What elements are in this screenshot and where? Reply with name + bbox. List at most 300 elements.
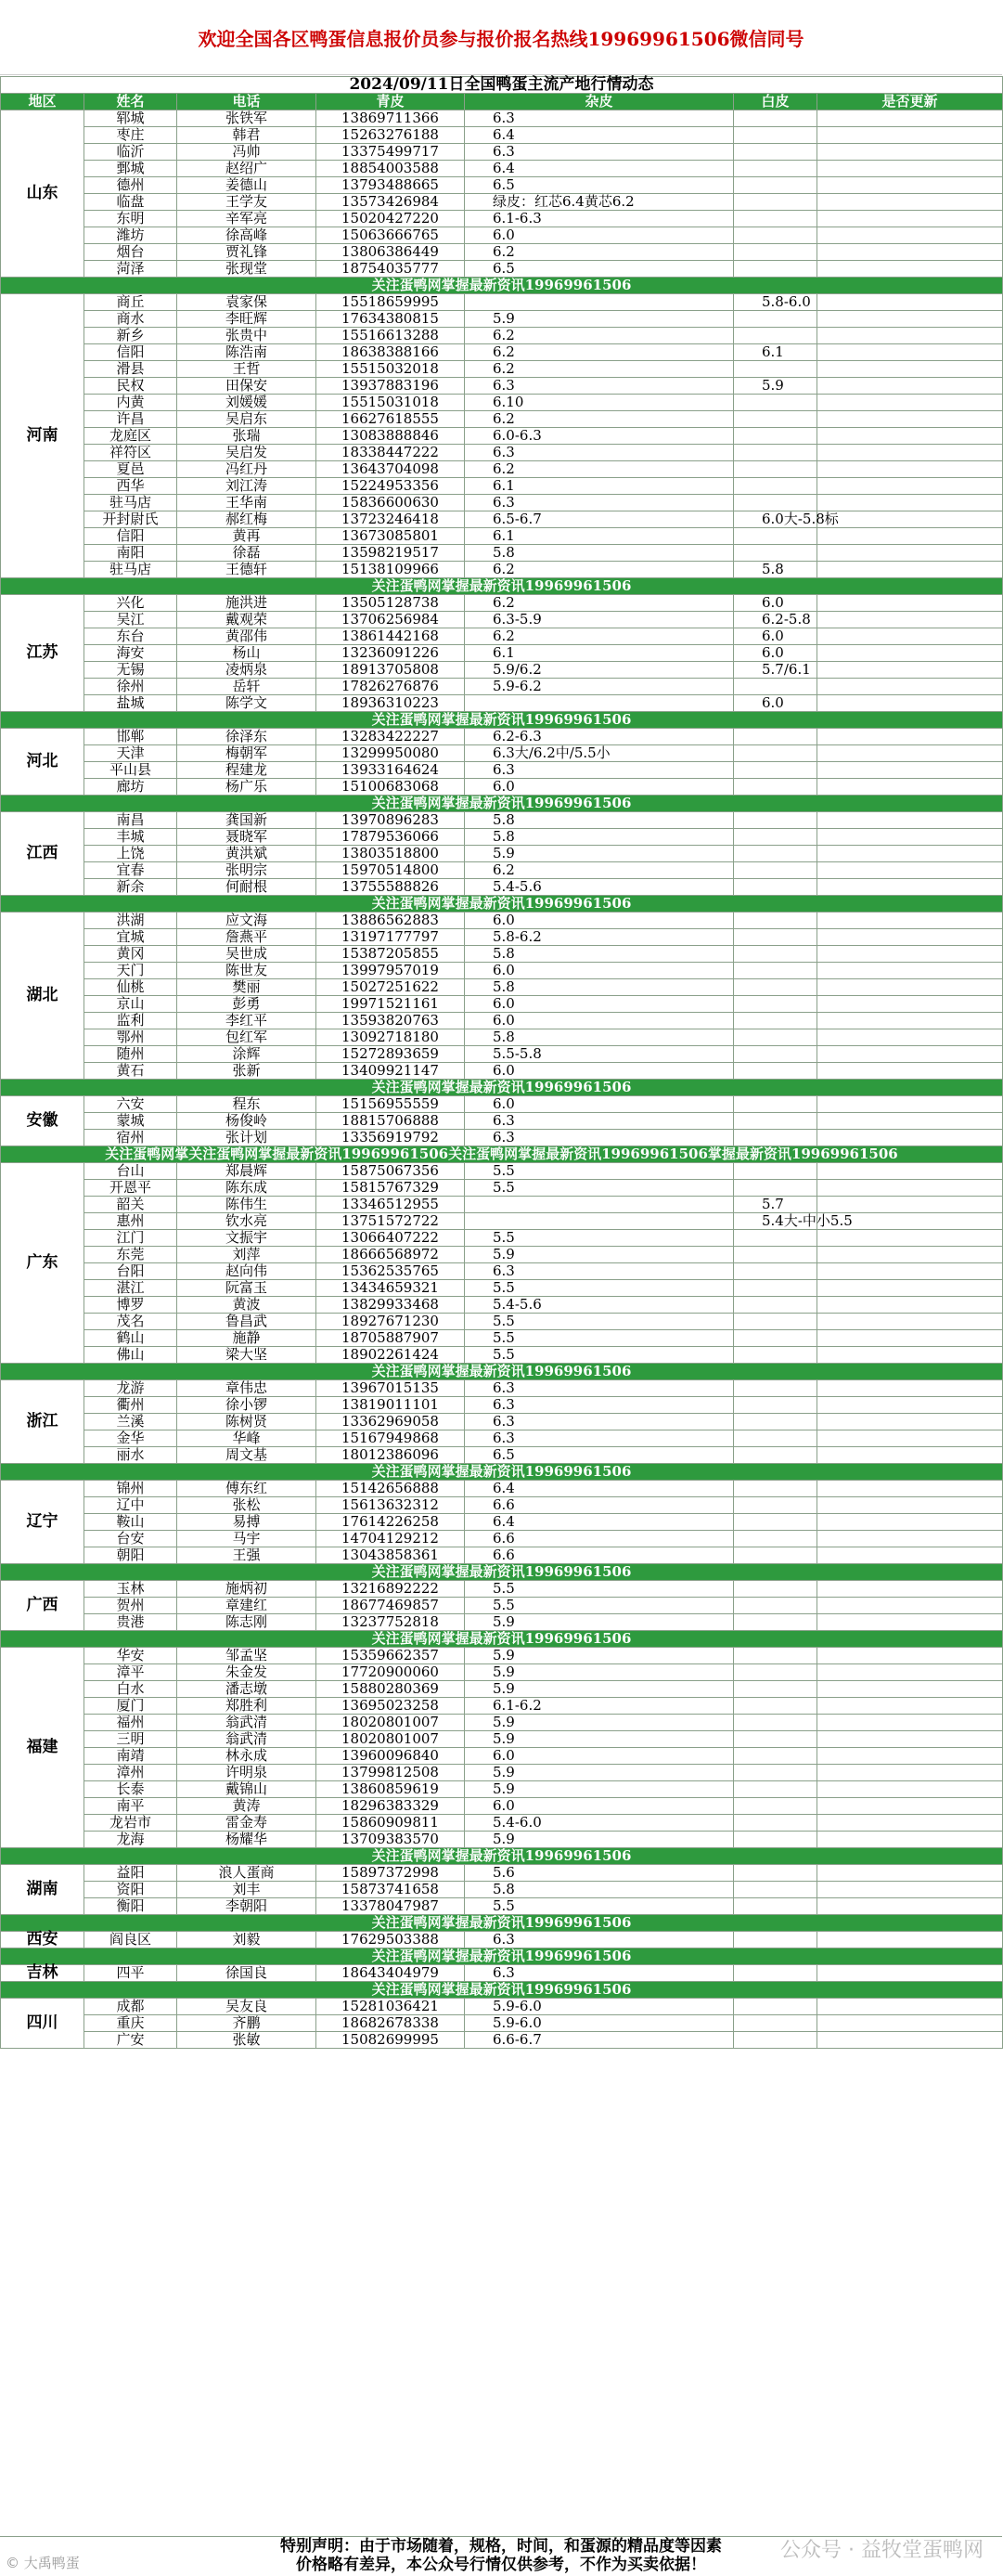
table-row	[1, 1932, 1003, 1948]
contact-name-cell: 彭勇	[177, 996, 316, 1013]
price-table	[0, 76, 1003, 2049]
phone-cell: 13593820763	[316, 1013, 465, 1029]
baipi-price-cell	[817, 2032, 1003, 2049]
table-row	[1, 979, 1003, 996]
contact-name-cell: 杨耀华	[177, 1832, 316, 1848]
baipi-price-cell	[817, 829, 1003, 846]
baipi-price-cell	[817, 1815, 1003, 1832]
zapi-price-cell	[734, 127, 817, 144]
baipi-price-cell	[817, 1263, 1003, 1280]
city-cell: 台阳	[84, 1263, 177, 1280]
city-cell: 京山	[84, 996, 177, 1013]
city-cell: 无锡	[84, 662, 177, 679]
zapi-price-cell	[734, 311, 817, 328]
contact-name-cell: 聂晓军	[177, 829, 316, 846]
zapi-price-cell	[734, 1748, 817, 1765]
table-row	[1, 929, 1003, 946]
qingpi-price-cell: 6.0	[465, 1063, 734, 1080]
city-cell: 龙岩市	[84, 1815, 177, 1832]
contact-name-cell: 吴友良	[177, 1999, 316, 2015]
phone-cell: 13434659321	[316, 1280, 465, 1297]
table-row	[1, 1330, 1003, 1347]
zapi-price-cell: 5.4大-中小5.5	[734, 1213, 817, 1230]
phone-cell: 13283422227	[316, 729, 465, 745]
contact-name-cell: 周文基	[177, 1447, 316, 1464]
zapi-price-cell	[734, 1531, 817, 1547]
phone-cell: 17629503388	[316, 1932, 465, 1948]
qingpi-price-cell: 5.4-6.0	[465, 1815, 734, 1832]
contact-name-cell: 王哲	[177, 361, 316, 378]
header-banner	[0, 0, 1002, 75]
zapi-price-cell	[734, 812, 817, 829]
province-cell: 四川	[1, 1999, 84, 2049]
baipi-price-cell	[817, 1547, 1003, 1564]
city-cell: 上饶	[84, 846, 177, 862]
phone-cell: 15359662357	[316, 1648, 465, 1664]
table-row	[1, 1213, 1003, 1230]
zapi-price-cell	[734, 1280, 817, 1297]
contact-name-cell: 杨广乐	[177, 779, 316, 796]
qingpi-price-cell: 5.5	[465, 1314, 734, 1330]
contact-name-cell: 许明泉	[177, 1765, 316, 1781]
city-cell: 益阳	[84, 1865, 177, 1882]
table-row	[1, 244, 1003, 261]
city-cell: 惠州	[84, 1213, 177, 1230]
zapi-price-cell	[734, 1882, 817, 1898]
contact-name-cell: 陈学文	[177, 695, 316, 712]
city-cell: 台山	[84, 1163, 177, 1180]
phone-cell: 15387205855	[316, 946, 465, 963]
promo-banner-row	[1, 1364, 1003, 1380]
city-cell: 辽中	[84, 1497, 177, 1514]
qingpi-price-cell: 6.1-6.2	[465, 1698, 734, 1715]
city-cell: 玉林	[84, 1581, 177, 1598]
table-row	[1, 1314, 1003, 1330]
zapi-price-cell	[734, 929, 817, 946]
table-row	[1, 1029, 1003, 1046]
zapi-price-cell	[734, 1664, 817, 1681]
zapi-price-cell	[734, 161, 817, 177]
zapi-price-cell	[734, 1180, 817, 1197]
province-cell: 河南	[1, 294, 84, 578]
table-row	[1, 1547, 1003, 1564]
contact-name-cell: 李旺辉	[177, 311, 316, 328]
promo-banner-row	[1, 1146, 1003, 1163]
phone-cell: 18338447222	[316, 445, 465, 461]
zapi-price-cell	[734, 1815, 817, 1832]
phone-cell: 13937883196	[316, 378, 465, 395]
qingpi-price-cell: 绿皮：红芯6.4黄芯6.2	[465, 194, 734, 211]
promo-banner-row	[1, 796, 1003, 812]
phone-cell: 18012386096	[316, 1447, 465, 1464]
zapi-price-cell	[734, 1013, 817, 1029]
qingpi-price-cell: 6.0	[465, 1096, 734, 1113]
column-header: 青皮	[316, 94, 465, 110]
contact-name-cell: 郑胜利	[177, 1698, 316, 1715]
city-cell: 开封尉氏	[84, 511, 177, 528]
table-row	[1, 311, 1003, 328]
table-row	[1, 628, 1003, 645]
baipi-price-cell	[817, 679, 1003, 695]
qingpi-price-cell: 5.9	[465, 1781, 734, 1798]
table-row	[1, 194, 1003, 211]
table-row	[1, 1013, 1003, 1029]
phone-cell: 13505128738	[316, 595, 465, 612]
baipi-price-cell	[817, 1096, 1003, 1113]
qingpi-price-cell: 6.0	[465, 913, 734, 929]
city-cell: 驻马店	[84, 562, 177, 578]
qingpi-price-cell: 6.1	[465, 645, 734, 662]
province-cell: 吉林	[1, 1965, 84, 1982]
zapi-price-cell	[734, 2032, 817, 2049]
phone-cell: 13706256984	[316, 612, 465, 628]
city-cell: 三明	[84, 1731, 177, 1748]
zapi-price-cell	[734, 361, 817, 378]
baipi-price-cell	[817, 979, 1003, 996]
city-cell: 商丘	[84, 294, 177, 311]
phone-cell: 15880280369	[316, 1681, 465, 1698]
contact-name-cell: 郝红梅	[177, 511, 316, 528]
zapi-price-cell	[734, 1932, 817, 1948]
qingpi-price-cell: 6.2	[465, 862, 734, 879]
column-header: 杂皮	[465, 94, 734, 110]
qingpi-price-cell: 5.5-5.8	[465, 1046, 734, 1063]
city-cell: 南平	[84, 1798, 177, 1815]
phone-cell: 17720900060	[316, 1664, 465, 1681]
city-cell: 吴江	[84, 612, 177, 628]
zapi-price-cell	[734, 411, 817, 428]
qingpi-price-cell: 5.9-6.2	[465, 679, 734, 695]
baipi-price-cell	[817, 1029, 1003, 1046]
zapi-price-cell: 6.1	[734, 344, 817, 361]
table-row	[1, 261, 1003, 278]
qingpi-price-cell: 5.9	[465, 1715, 734, 1731]
contact-name-cell: 徐磊	[177, 545, 316, 562]
qingpi-price-cell: 6.3	[465, 1113, 734, 1130]
zapi-price-cell: 5.7	[734, 1197, 817, 1213]
contact-name-cell: 赵绍广	[177, 161, 316, 177]
phone-cell: 13643704098	[316, 461, 465, 478]
promo-banner: 关注蛋鸭网掌握最新资讯19969961506	[1, 1915, 1003, 1932]
contact-name-cell: 李红平	[177, 1013, 316, 1029]
contact-name-cell: 华峰	[177, 1430, 316, 1447]
phone-cell: 13709383570	[316, 1832, 465, 1848]
phone-cell: 13970896283	[316, 812, 465, 829]
phone-cell: 15272893659	[316, 1046, 465, 1063]
baipi-price-cell	[817, 862, 1003, 879]
zapi-price-cell	[734, 946, 817, 963]
phone-cell: 13375499717	[316, 144, 465, 161]
zapi-price-cell	[734, 1731, 817, 1748]
qingpi-price-cell: 5.5	[465, 1163, 734, 1180]
city-cell: 鹤山	[84, 1330, 177, 1347]
phone-cell: 13967015135	[316, 1380, 465, 1397]
qingpi-price-cell: 6.5	[465, 261, 734, 278]
table-header-row	[1, 94, 1003, 110]
qingpi-price-cell: 5.5	[465, 1598, 734, 1614]
zapi-price-cell	[734, 996, 817, 1013]
table-row	[1, 562, 1003, 578]
province-cell: 西安	[1, 1932, 84, 1948]
zapi-price-cell	[734, 1447, 817, 1464]
disclaimer-line-2: 价格略有差异，本公众号行情仅供参考，不作为买卖依据！	[296, 2556, 706, 2574]
table-row	[1, 1481, 1003, 1497]
phone-cell: 13723246418	[316, 511, 465, 528]
phone-cell: 15063666765	[316, 227, 465, 244]
qingpi-price-cell	[465, 1197, 734, 1213]
zapi-price-cell	[734, 729, 817, 745]
phone-cell: 15873741658	[316, 1882, 465, 1898]
table-row	[1, 996, 1003, 1013]
phone-cell: 17614226258	[316, 1514, 465, 1531]
table-title: 2024/09/11日全国鸭蛋主流产地行情动态	[1, 77, 1003, 94]
city-cell: 天津	[84, 745, 177, 762]
table-row	[1, 161, 1003, 177]
city-cell: 许昌	[84, 411, 177, 428]
baipi-price-cell	[817, 261, 1003, 278]
baipi-price-cell	[817, 929, 1003, 946]
contact-name-cell: 王强	[177, 1547, 316, 1564]
phone-cell: 13598219517	[316, 545, 465, 562]
city-cell: 宜春	[84, 862, 177, 879]
table-row	[1, 1832, 1003, 1848]
promo-banner: 关注蛋鸭网掌关注蛋鸭网掌握最新资讯19969961506关注蛋鸭网掌握最新资讯19969961506掌握最新资讯19969961506	[1, 1146, 1003, 1163]
phone-cell: 15613632312	[316, 1497, 465, 1514]
contact-name-cell: 梅朝军	[177, 745, 316, 762]
city-cell: 郓城	[84, 110, 177, 127]
zapi-price-cell	[734, 395, 817, 411]
qingpi-price-cell: 5.9-6.0	[465, 2015, 734, 2032]
contact-name-cell: 傅东红	[177, 1481, 316, 1497]
city-cell: 韶关	[84, 1197, 177, 1213]
phone-cell: 13673085801	[316, 528, 465, 545]
contact-name-cell: 韩君	[177, 127, 316, 144]
city-cell: 平山县	[84, 762, 177, 779]
city-cell: 鄄城	[84, 161, 177, 177]
table-row	[1, 1247, 1003, 1263]
city-cell: 信阳	[84, 528, 177, 545]
city-cell: 漳州	[84, 1765, 177, 1781]
contact-name-cell: 袁家保	[177, 294, 316, 311]
zapi-price-cell	[734, 1898, 817, 1915]
footer-disclaimer	[0, 2536, 1002, 2576]
phone-cell: 15281036421	[316, 1999, 465, 2015]
table-row	[1, 779, 1003, 796]
qingpi-price-cell: 6.3	[465, 144, 734, 161]
contact-name-cell: 程东	[177, 1096, 316, 1113]
baipi-price-cell	[817, 1197, 1003, 1213]
qingpi-price-cell: 6.2	[465, 595, 734, 612]
zapi-price-cell	[734, 963, 817, 979]
zapi-price-cell	[734, 1096, 817, 1113]
qingpi-price-cell: 6.3	[465, 1430, 734, 1447]
qingpi-price-cell: 5.4-5.6	[465, 879, 734, 896]
phone-cell: 18815706888	[316, 1113, 465, 1130]
contact-name-cell: 雷金寿	[177, 1815, 316, 1832]
qingpi-price-cell: 5.8	[465, 1882, 734, 1898]
baipi-price-cell	[817, 144, 1003, 161]
table-row	[1, 411, 1003, 428]
contact-name-cell: 黄涛	[177, 1798, 316, 1815]
zapi-price-cell	[734, 261, 817, 278]
qingpi-price-cell: 5.9	[465, 1681, 734, 1698]
city-cell: 台安	[84, 1531, 177, 1547]
contact-name-cell: 龚国新	[177, 812, 316, 829]
zapi-price-cell	[734, 1781, 817, 1798]
contact-name-cell: 章伟忠	[177, 1380, 316, 1397]
table-row	[1, 879, 1003, 896]
table-row	[1, 361, 1003, 378]
city-cell: 天门	[84, 963, 177, 979]
baipi-price-cell	[817, 812, 1003, 829]
promo-banner: 关注蛋鸭网掌握最新资讯19969961506	[1, 1631, 1003, 1648]
city-cell: 衢州	[84, 1397, 177, 1414]
contact-name-cell: 刘萍	[177, 1247, 316, 1263]
zapi-price-cell	[734, 1430, 817, 1447]
table-row	[1, 1681, 1003, 1698]
zapi-price-cell	[734, 1715, 817, 1731]
contact-name-cell: 詹燕平	[177, 929, 316, 946]
baipi-price-cell	[817, 528, 1003, 545]
table-row	[1, 913, 1003, 929]
city-cell: 随州	[84, 1046, 177, 1063]
zapi-price-cell	[734, 211, 817, 227]
baipi-price-cell	[817, 511, 1003, 528]
phone-cell: 15897372998	[316, 1865, 465, 1882]
city-cell: 廊坊	[84, 779, 177, 796]
table-row	[1, 1815, 1003, 1832]
phone-cell: 15020427220	[316, 211, 465, 227]
city-cell: 仙桃	[84, 979, 177, 996]
baipi-price-cell	[817, 779, 1003, 796]
baipi-price-cell	[817, 1664, 1003, 1681]
zapi-price-cell: 5.8	[734, 562, 817, 578]
baipi-price-cell	[817, 495, 1003, 511]
table-row	[1, 695, 1003, 712]
phone-cell: 15515032018	[316, 361, 465, 378]
baipi-price-cell	[817, 1882, 1003, 1898]
qingpi-price-cell: 5.9	[465, 1614, 734, 1631]
zapi-price-cell	[734, 461, 817, 478]
city-cell: 江门	[84, 1230, 177, 1247]
province-cell: 浙江	[1, 1380, 84, 1464]
phone-cell: 13861442168	[316, 628, 465, 645]
table-row	[1, 1664, 1003, 1681]
phone-cell: 18854003588	[316, 161, 465, 177]
qingpi-price-cell: 6.2	[465, 244, 734, 261]
table-row	[1, 1798, 1003, 1815]
city-cell: 监利	[84, 1013, 177, 1029]
qingpi-price-cell: 6.3	[465, 378, 734, 395]
contact-name-cell: 吴启东	[177, 411, 316, 428]
column-header: 电话	[177, 94, 316, 110]
phone-cell: 13378047987	[316, 1898, 465, 1915]
column-header: 是否更新	[817, 94, 1003, 110]
baipi-price-cell	[817, 1297, 1003, 1314]
qingpi-price-cell	[465, 1213, 734, 1230]
zapi-price-cell	[734, 1614, 817, 1631]
zapi-price-cell	[734, 1063, 817, 1080]
zapi-price-cell	[734, 846, 817, 862]
contact-name-cell: 赵向伟	[177, 1263, 316, 1280]
baipi-price-cell	[817, 612, 1003, 628]
phone-cell: 15156955559	[316, 1096, 465, 1113]
qingpi-price-cell: 5.9	[465, 1648, 734, 1664]
qingpi-price-cell: 6.2	[465, 461, 734, 478]
table-row	[1, 1130, 1003, 1146]
promo-banner-row	[1, 1080, 1003, 1096]
baipi-price-cell	[817, 1163, 1003, 1180]
qingpi-price-cell: 6.3	[465, 1932, 734, 1948]
baipi-price-cell	[817, 2015, 1003, 2032]
baipi-price-cell	[817, 1748, 1003, 1765]
table-row	[1, 812, 1003, 829]
city-cell: 洪湖	[84, 913, 177, 929]
baipi-price-cell	[817, 1531, 1003, 1547]
contact-name-cell: 施炳初	[177, 1581, 316, 1598]
phone-cell: 13299950080	[316, 745, 465, 762]
table-row	[1, 545, 1003, 562]
baipi-price-cell	[817, 227, 1003, 244]
phone-cell: 13886562883	[316, 913, 465, 929]
contact-name-cell: 戴锦山	[177, 1781, 316, 1798]
contact-name-cell: 鲁昌武	[177, 1314, 316, 1330]
contact-name-cell: 齐鹏	[177, 2015, 316, 2032]
table-row	[1, 729, 1003, 745]
city-cell: 黄冈	[84, 946, 177, 963]
promo-banner: 关注蛋鸭网掌握最新资讯19969961506	[1, 1464, 1003, 1481]
city-cell: 内黄	[84, 395, 177, 411]
table-row	[1, 1263, 1003, 1280]
province-cell: 安徽	[1, 1096, 84, 1146]
zapi-price-cell	[734, 445, 817, 461]
baipi-price-cell	[817, 211, 1003, 227]
phone-cell: 18666568972	[316, 1247, 465, 1263]
city-cell: 滑县	[84, 361, 177, 378]
phone-cell: 18927671230	[316, 1314, 465, 1330]
zapi-price-cell	[734, 1798, 817, 1815]
qingpi-price-cell: 6.2	[465, 562, 734, 578]
zapi-price-cell	[734, 762, 817, 779]
table-row	[1, 1347, 1003, 1364]
qingpi-price-cell: 6.6	[465, 1531, 734, 1547]
contact-name-cell: 陈志刚	[177, 1614, 316, 1631]
phone-cell: 17826276876	[316, 679, 465, 695]
table-row	[1, 1180, 1003, 1197]
qingpi-price-cell: 6.4	[465, 1481, 734, 1497]
qingpi-price-cell: 6.1	[465, 528, 734, 545]
phone-cell: 18638388166	[316, 344, 465, 361]
table-row	[1, 511, 1003, 528]
phone-cell: 13933164624	[316, 762, 465, 779]
city-cell: 开恩平	[84, 1180, 177, 1197]
baipi-price-cell	[817, 1598, 1003, 1614]
baipi-price-cell	[817, 628, 1003, 645]
qingpi-price-cell: 6.3	[465, 1130, 734, 1146]
contact-name-cell: 张瑞	[177, 428, 316, 445]
baipi-price-cell	[817, 177, 1003, 194]
province-cell: 湖北	[1, 913, 84, 1080]
promo-banner-row	[1, 896, 1003, 913]
baipi-price-cell	[817, 1698, 1003, 1715]
city-cell: 南阳	[84, 545, 177, 562]
baipi-price-cell	[817, 1230, 1003, 1247]
baipi-price-cell	[817, 161, 1003, 177]
zapi-price-cell	[734, 879, 817, 896]
qingpi-price-cell: 6.6	[465, 1497, 734, 1514]
phone-cell: 13362969058	[316, 1414, 465, 1430]
baipi-price-cell	[817, 1898, 1003, 1915]
